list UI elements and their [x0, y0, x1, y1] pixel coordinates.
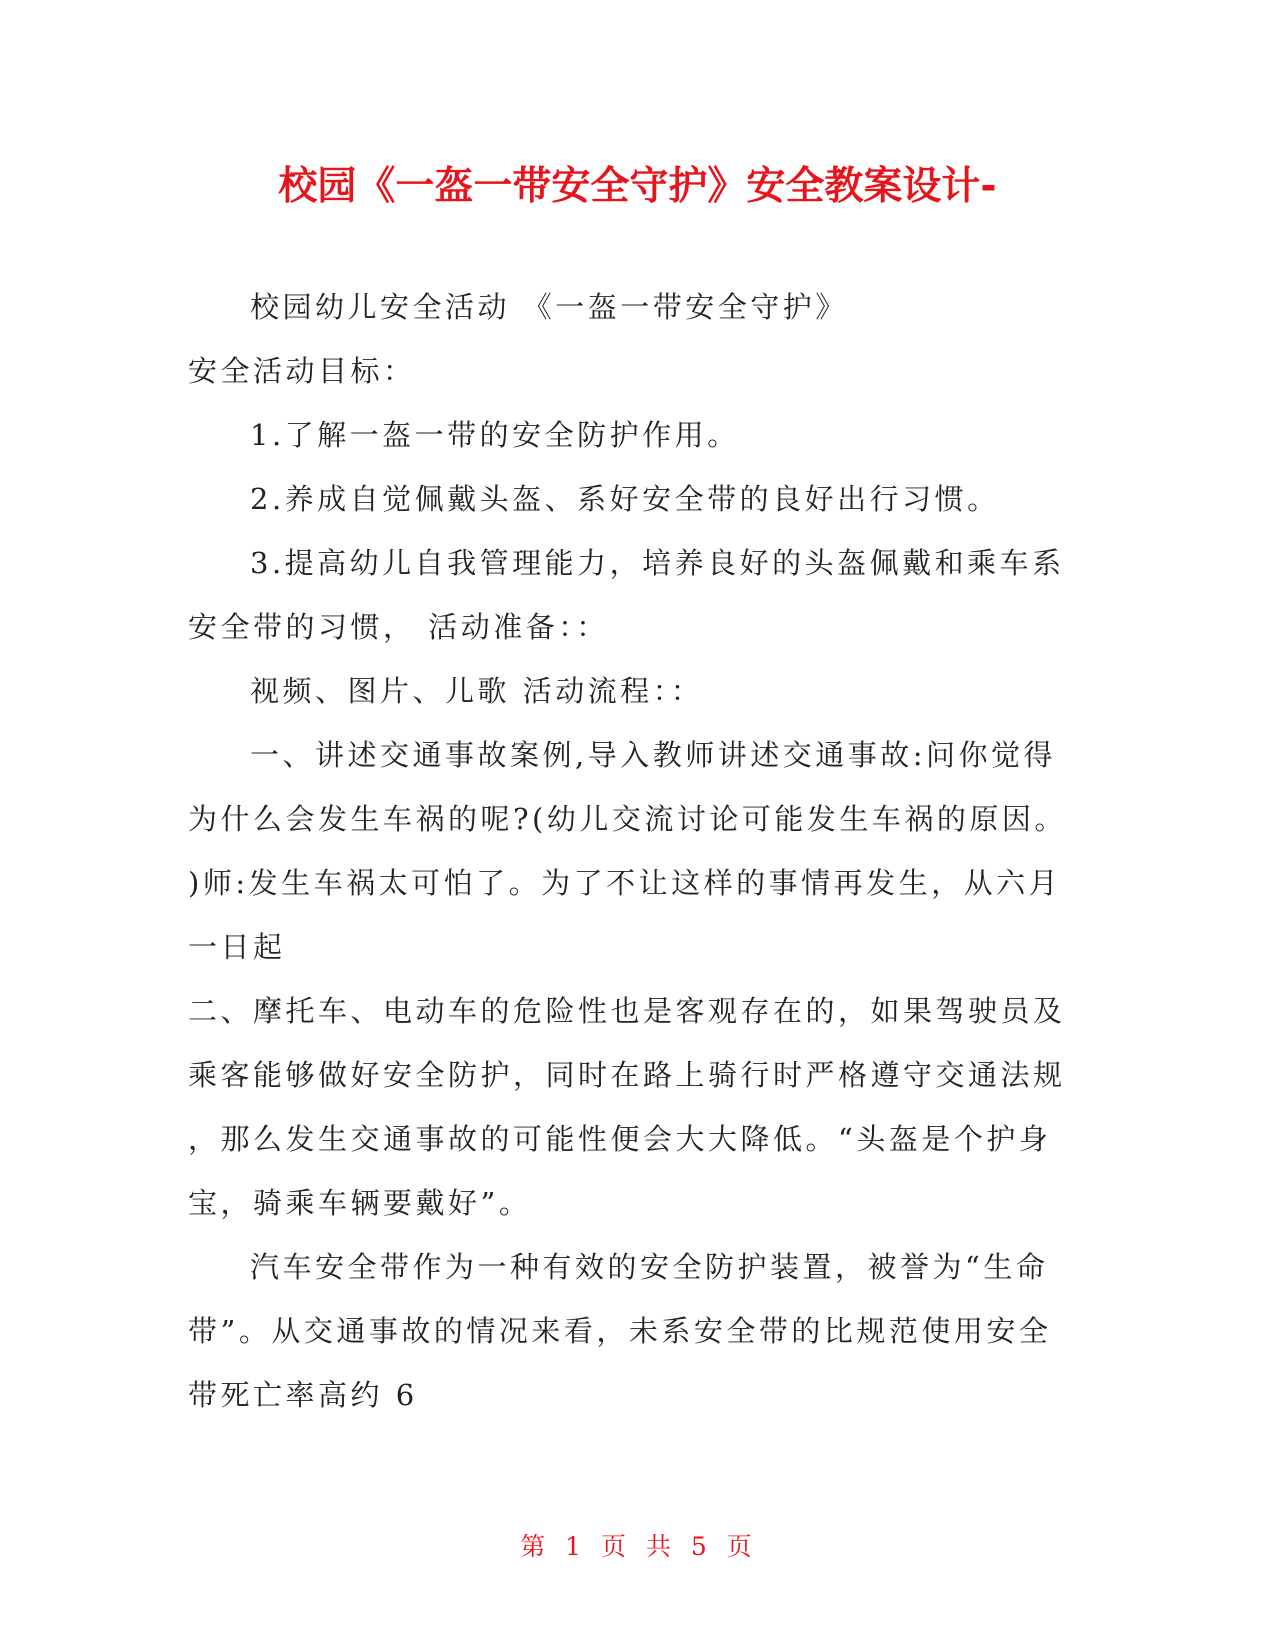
body-line-5: 3.提高幼儿自我管理能力，培养良好的头盔佩戴和乘车系 — [250, 546, 1065, 580]
body-line-9: 为什么会发生车祸的呢?(幼儿交流讨论可能发生车祸的原因。 — [188, 802, 1067, 836]
body-line-14: ，那么发生交通事故的可能性便会大大降低。“头盔是个护身 — [188, 1122, 1052, 1156]
body-line-18: 带死亡率高约 6 — [188, 1378, 418, 1412]
document-body — [188, 275, 1083, 1427]
body-line-8: 一、讲述交通事故案例,导入教师讲述交通事故:问你觉得 — [250, 738, 1056, 772]
document-title: 校园《一盔一带安全守护》安全教案设计- — [278, 164, 997, 209]
body-line-4: 2.养成自觉佩戴头盔、系好安全带的良好出行习惯。 — [250, 482, 1000, 516]
body-line-16: 汽车安全带作为一种有效的安全防护装置，被誉为“生命 — [250, 1250, 1049, 1284]
body-line-2: 安全活动目标： — [188, 354, 416, 388]
body-line-17: 带”。从交通事故的情况来看，未系安全带的比规范使用安全 — [188, 1314, 1052, 1348]
body-line-12: 二、摩托车、电动车的危险性也是客观存在的，如果驾驶员及 — [188, 994, 1066, 1028]
body-line-1: 校园幼儿安全活动 《一盔一带安全守护》 — [250, 290, 848, 324]
body-line-15: 宝，骑乘车辆要戴好”。 — [188, 1186, 532, 1220]
body-line-3: 1.了解一盔一带的安全防护作用。 — [250, 418, 740, 452]
body-line-6: 安全带的习惯， 活动准备：： — [188, 610, 609, 644]
body-line-7: 视频、图片、儿歌 活动流程：： — [250, 674, 704, 708]
body-line-11: 一日起 — [188, 930, 286, 964]
body-line-10: )师:发生车祸太可怕了。为了不让这样的事情再发生，从六月 — [188, 866, 1062, 900]
body-line-13: 乘客能够做好安全防护，同时在路上骑行时严格遵守交通法规 — [188, 1058, 1066, 1092]
page-footer: 第 1 页 共 5 页 — [520, 1532, 755, 1561]
